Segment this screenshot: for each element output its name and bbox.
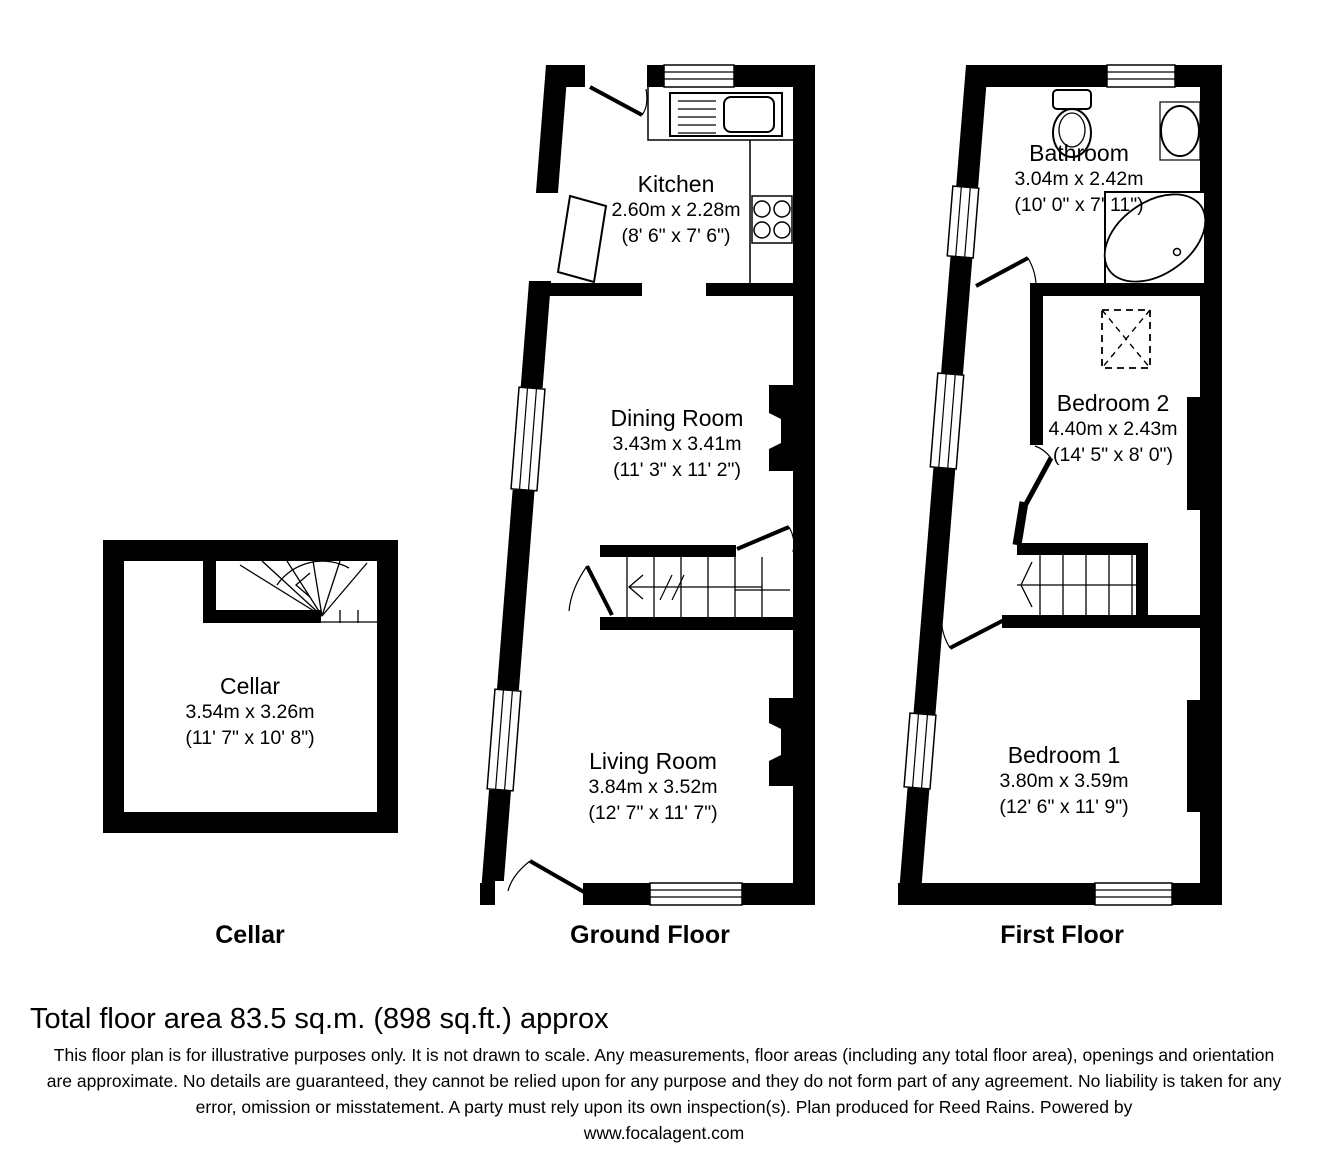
room-name: Bathroom [1029, 140, 1129, 166]
room-metric: 3.04m x 2.42m [1014, 168, 1144, 190]
total-floor-area: Total floor area 83.5 sq.m. (898 sq.ft.) approx [30, 1003, 609, 1035]
disclaimer-text: This floor plan is for illustrative purposes only. It is not drawn to scale. Any measurements, floor areas (including any total floor area), openings and orientation are approximate. No details are guaranteed, they cannot be relied upon for any purpose and they do not form part of any agreement. No liability is taken for any error, omission or misstatement. A party must rely upon its own inspection(s). Plan produced for Reed Rains. Powered by [46, 1045, 1282, 1117]
landing-wall [1017, 502, 1024, 545]
first-floor-stairs-icon [1017, 555, 1136, 615]
room-imperial: (11' 3" x 11' 2") [613, 459, 741, 481]
basin-icon [1160, 102, 1200, 160]
room-metric: 3.43m x 3.41m [612, 433, 742, 455]
room-label-kitchen [596, 171, 756, 249]
floor-label-cellar: Cellar [215, 921, 285, 949]
living-window-icon [487, 689, 521, 791]
ground-stairs-icon [627, 557, 790, 617]
living-bottom-window-icon [650, 883, 742, 905]
room-metric: 4.40m x 2.43m [1048, 418, 1178, 440]
room-label-living-room [573, 748, 733, 826]
dining-stairs-door-icon [737, 527, 794, 552]
hob-icon [752, 196, 792, 243]
loft-hatch-icon [1102, 310, 1150, 368]
bathroom-window-icon [947, 186, 979, 258]
room-label-bedroom-2 [1033, 390, 1193, 468]
living-stairs-door-icon [569, 566, 612, 615]
kitchen-top-window-icon [664, 65, 734, 87]
room-metric: 3.54m x 3.26m [185, 701, 315, 723]
room-imperial: (14' 5" x 8' 0") [1053, 444, 1173, 466]
bedroom1-window-icon [904, 713, 936, 789]
room-metric: 2.60m x 2.28m [611, 199, 741, 221]
kitchen-sink-icon [670, 93, 782, 136]
room-name: Living Room [589, 748, 717, 774]
room-imperial: (12' 6" x 11' 9") [999, 796, 1129, 818]
room-imperial: (12' 7" x 11' 7") [588, 802, 718, 824]
room-name: Bedroom 1 [1007, 742, 1121, 768]
room-label-bathroom [994, 140, 1164, 218]
front-door-icon [590, 87, 647, 115]
dining-window-icon [511, 387, 545, 491]
room-metric: 3.84m x 3.52m [588, 776, 718, 798]
floor-label-ground-floor: Ground Floor [570, 921, 730, 949]
room-label-cellar [170, 673, 330, 751]
room-metric: 3.80m x 3.59m [999, 770, 1129, 792]
room-name: Cellar [219, 673, 281, 699]
bathroom-top-window-icon [1107, 65, 1175, 87]
room-name: Dining Room [610, 405, 744, 431]
bedroom1-door-icon [942, 620, 1004, 648]
legal-footer [44, 1042, 1284, 1146]
room-name: Kitchen [637, 171, 715, 197]
room-name: Bedroom 2 [1056, 390, 1170, 416]
website-url: www.focalagent.com [583, 1123, 745, 1143]
room-label-bedroom-1 [984, 742, 1144, 820]
room-imperial: (11' 7" x 10' 8") [185, 727, 315, 749]
bathroom-door-icon [976, 258, 1036, 286]
floor-label-first-floor: First Floor [1000, 921, 1124, 949]
bedroom1-bottom-window-icon [1095, 883, 1172, 905]
room-label-dining-room [597, 405, 757, 483]
room-imperial: (8' 6" x 7' 6") [621, 225, 731, 247]
room-imperial: (10' 0" x 7' 11") [1014, 194, 1144, 216]
